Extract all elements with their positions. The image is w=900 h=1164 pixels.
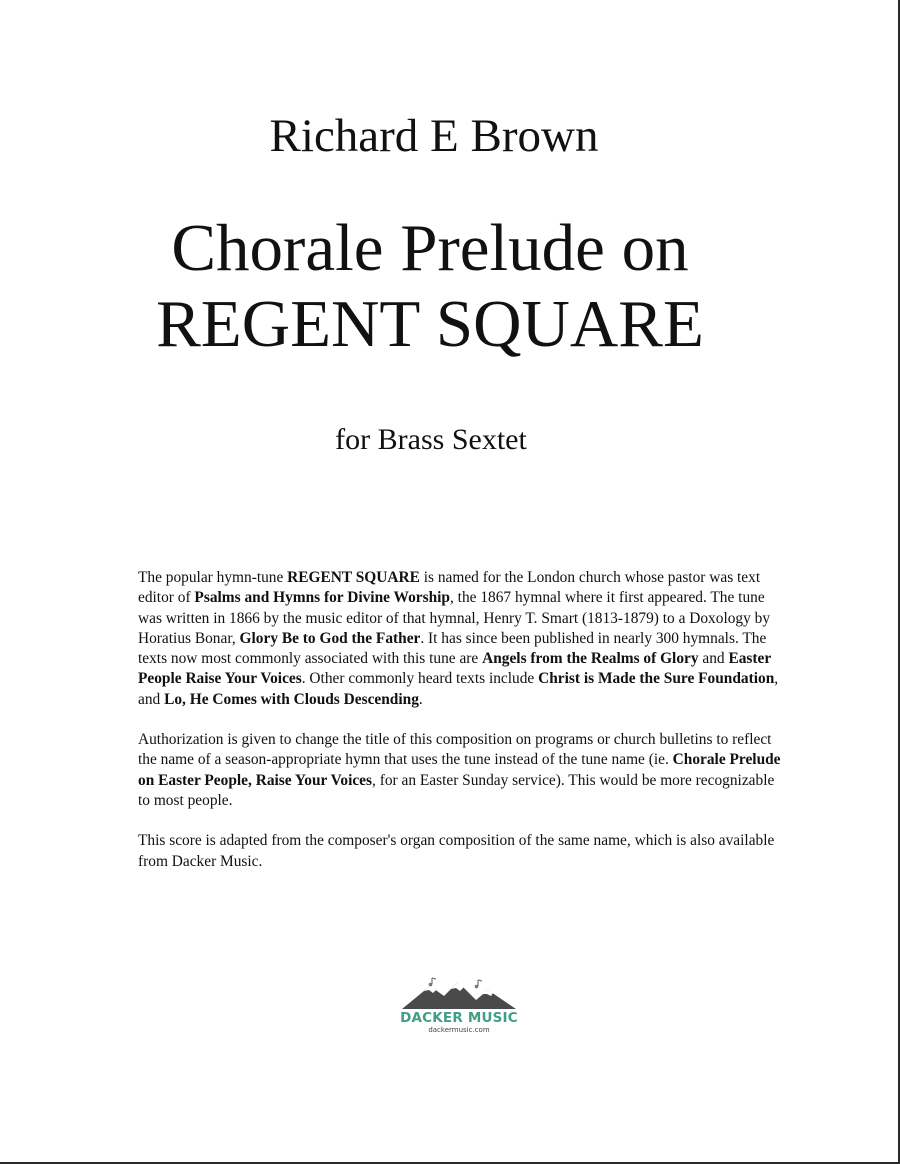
notes-paragraph-adaptation — [138, 831, 783, 872]
music-note-left — [432, 978, 436, 984]
publisher-logo — [390, 976, 528, 1048]
text-run: . Other commonly heard texts include — [301, 670, 539, 688]
notes-paragraph-authorization — [138, 730, 783, 811]
music-note-left-head — [429, 983, 433, 987]
bold-text-run: Christ is Made the Sure Foundation — [538, 670, 775, 688]
bold-text-run: Easter People Raise Your Voices — [138, 650, 771, 688]
publisher-url: dackermusic.com — [428, 1026, 490, 1034]
bold-text-run: REGENT SQUARE — [287, 569, 420, 586]
instrumentation-subtitle: for Brass Sextet — [335, 423, 527, 456]
text-run: , and — [138, 670, 779, 708]
bold-text-run: Angels from the Realms of Glory — [482, 650, 699, 668]
title-line-2: REGENT SQUARE — [156, 287, 704, 361]
bold-text-run: Glory Be to God the Father — [239, 629, 421, 647]
notes-paragraph-history — [138, 568, 783, 710]
music-note-right — [478, 980, 482, 986]
text-run: The popular hymn-tune — [138, 569, 288, 586]
text-run: , for an Easter Sunday service). This would be more recognizable to most people. — [138, 771, 775, 809]
bold-text-run: Chorale Prelude on Easter People, Raise Your Voices — [138, 751, 781, 789]
bold-text-run: Lo, He Comes with Clouds Descending — [164, 690, 419, 708]
text-run: and — [698, 650, 729, 668]
bold-text-run: Psalms and Hymns for Divine Worship — [194, 589, 450, 607]
text-run: . It has since been published in nearly 300 hymnals. The texts now most commonly associated with this tune are — [138, 629, 767, 668]
text-run: Authorization is given to change the title of this composition on programs or church bulletins to reflect the name of a season-appropriate hymn that uses the tune instead of the tune name (ie. — [138, 731, 772, 769]
mountain-shapes — [402, 978, 516, 1009]
publisher-name: DACKER MUSIC — [400, 1010, 518, 1026]
mountain-logo-icon — [400, 976, 518, 1010]
composer-name: Richard E Brown — [269, 110, 599, 162]
text-run: . — [418, 690, 423, 708]
piece-title — [0, 210, 860, 362]
title-line-1: Chorale Prelude on — [171, 211, 689, 285]
text-run: is named for the London church whose pastor was text editor of — [138, 569, 761, 607]
program-notes — [138, 568, 783, 892]
text-run: This score is adapted from the composer's organ composition of the same name, which is also available from Dacker Music. — [138, 832, 775, 870]
text-run: , the 1867 hymnal where it first appeared. The tune was written in 1866 by the music editor of that hymnal, Henry T. Smart (1813-1879) to a Doxology by Horatius Bonar, — [138, 589, 771, 647]
music-note-right-head — [475, 985, 479, 989]
